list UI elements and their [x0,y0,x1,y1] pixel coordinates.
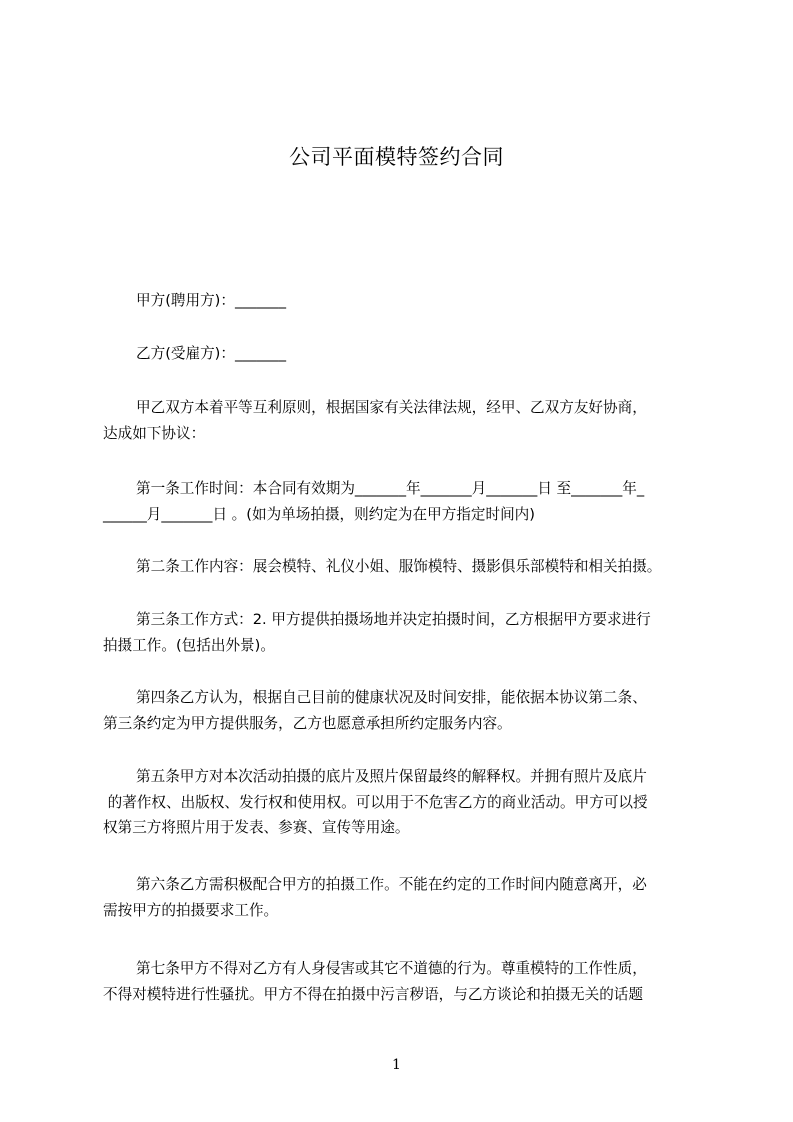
article-3-paragraph [103,607,701,658]
party-a-text: 甲方(聘用方)：_______ [136,292,287,309]
page-number: 1 [392,1057,401,1073]
article-2-paragraph [103,554,701,580]
article-1-line-2: ______月_______日 。(如为单场拍摄，则约定为在甲方指定时间内) [103,505,535,523]
article-6-line-1: 第六条乙方需积极配合甲方的拍摄工作。不能在约定的工作时间内随意离开，必 [136,876,647,893]
article-5-line-3: 权第三方将照片用于发表、参赛、宣传等用途。 [103,819,410,836]
article-7-line-1: 第七条甲方不得对乙方有人身侵害或其它不道德的行为。尊重模特的工作性质， [136,960,647,977]
document-title: 公司平面模特签约合同 [289,145,504,169]
article-2-line-1: 第二条工作内容：展会模特、礼仪小姐、服饰模特、摄影俱乐部模特和相关拍摄。 [136,558,662,575]
article-4-line-2: 第三条约定为甲方提供服务，乙方也愿意承担所约定服务内容。 [103,714,512,732]
article-5-paragraph [103,764,701,841]
article-4-paragraph [103,685,701,736]
article-1-paragraph [103,476,701,527]
article-5-line-2: 的著作权、出版权、发行权和使用权。可以用于不危害乙方的商业活动。甲方可以授 [103,793,648,811]
article-6-paragraph [103,872,701,923]
article-1-line-1: 第一条工作时间：本合同有效期为_______年_______月_______日 至_______年_ [136,480,645,497]
article-7-paragraph [103,956,701,1007]
party-a-line [103,288,701,314]
article-7-line-2: 不得对模特进行性骚扰。甲方不得在拍摄中污言秽语，与乙方谈论和拍摄无关的话题 [103,985,643,1003]
article-4-line-1: 第四条乙方认为，根据自己目前的健康状况及时间安排，能依据本协议第二条、 [136,689,647,706]
preamble-paragraph [103,395,701,446]
article-5-line-1: 第五条甲方对本次活动拍摄的底片及照片保留最终的解释权。并拥有照片及底片 [136,768,647,785]
article-3-line-1: 第三条工作方式：2. 甲方提供拍摄场地并决定拍摄时间，乙方根据甲方要求进行 [136,611,651,628]
article-3-line-2: 拍摄工作。(包括出外景)。 [103,636,275,654]
party-b-line [103,341,701,367]
party-b-text: 乙方(受雇方)：_______ [136,345,287,362]
preamble-line-2: 达成如下协议： [103,424,206,442]
article-6-line-2: 需按甲方的拍摄要求工作。 [103,901,279,919]
preamble-line-1: 甲乙双方本着平等互利原则，根据国家有关法律法规，经甲、乙双方友好协商， [136,399,647,416]
